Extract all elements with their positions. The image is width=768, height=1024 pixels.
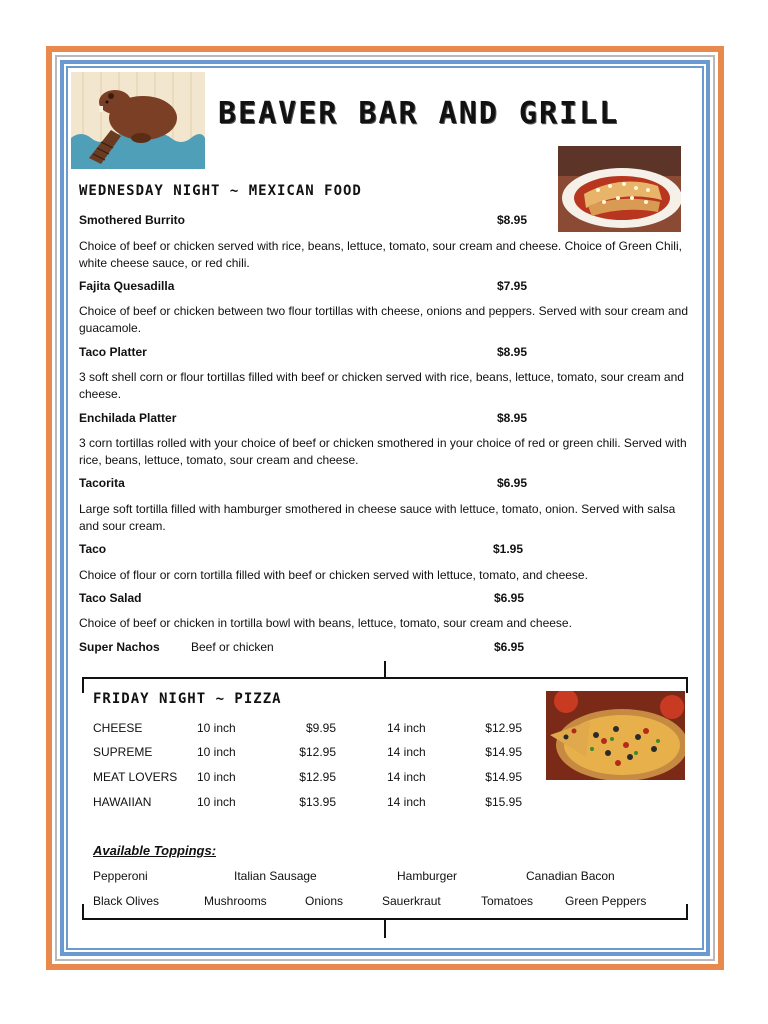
topping-item: Pepperoni: [93, 869, 148, 883]
wednesday-heading: WEDNESDAY NIGHT ~ MEXICAN FOOD: [79, 183, 362, 199]
bracket-tick-bottom: [384, 920, 386, 938]
item-description: 3 corn tortillas rolled with your choice of beef or chicken smothered in your choice of red or green chili. Served with rice, beans, lettuce, tomato, sour cream and cheese.: [79, 436, 687, 467]
item-price: $8.95: [497, 213, 528, 227]
pizza-price: $12.95: [485, 721, 522, 735]
pizza-photo: [546, 691, 685, 780]
bracket-tick-top: [384, 661, 386, 677]
topping-item: Tomatoes: [481, 894, 534, 908]
pizza-price: $12.95: [299, 770, 336, 784]
pizza-name: SUPREME: [93, 745, 153, 759]
pizza-price: $15.95: [485, 795, 522, 809]
item-price: $6.95: [497, 476, 528, 490]
toppings-title: Available Toppings:: [93, 843, 217, 858]
topping-item: Onions: [305, 894, 344, 908]
restaurant-title: BEAVER BAR AND GRILL: [218, 96, 620, 131]
topping-item: Italian Sausage: [234, 869, 317, 883]
pizza-size: 10 inch: [197, 795, 236, 809]
item-price: $1.95: [493, 542, 524, 556]
pizza-price: $14.95: [485, 770, 522, 784]
item-price: $6.95: [494, 640, 525, 654]
pizza-price: $9.95: [305, 721, 336, 735]
pizza-name: HAWAIIAN: [93, 795, 152, 809]
pizza-size: 10 inch: [197, 745, 236, 759]
item-description: Choice of beef or chicken between two flour tortillas with cheese, onions and peppers. Served with sour cream and guacamole.: [79, 304, 688, 335]
pizza-size: 14 inch: [387, 721, 426, 735]
item-name: Taco Salad: [79, 591, 142, 605]
pizza-size: 14 inch: [387, 795, 426, 809]
item-price: $8.95: [497, 345, 528, 359]
item-name: Fajita Quesadilla: [79, 279, 175, 293]
friday-heading: FRIDAY NIGHT ~ PIZZA: [93, 691, 282, 707]
item-price: $6.95: [494, 591, 525, 605]
item-name: Enchilada Platter: [79, 411, 177, 425]
beaver-logo-image: [71, 72, 205, 169]
topping-item: Mushrooms: [204, 894, 267, 908]
item-description: Large soft tortilla filled with hamburger smothered in cheese sauce with lettuce, tomato, onion. Served with salsa and sour cream.: [79, 502, 676, 533]
item-name: Taco: [79, 542, 107, 556]
item-name: Super Nachos: [79, 640, 160, 654]
topping-item: Sauerkraut: [382, 894, 441, 908]
item-subtitle: Beef or chicken: [191, 640, 274, 654]
item-name: Taco Platter: [79, 345, 147, 359]
topping-item: Green Peppers: [565, 894, 647, 908]
item-price: $7.95: [497, 279, 528, 293]
topping-item: Canadian Bacon: [526, 869, 615, 883]
item-description: Choice of flour or corn tortilla filled with beef or chicken served with lettuce, tomato, and cheese.: [79, 568, 588, 582]
pizza-price: $12.95: [299, 745, 336, 759]
pizza-size: 10 inch: [197, 721, 236, 735]
enchilada-photo: [558, 146, 681, 232]
item-description: Choice of beef or chicken served with rice, beans, lettuce, tomato, sour cream and cheese. Choice of Green Chili, white cheese sauce, or red chili.: [79, 239, 682, 270]
item-price: $8.95: [497, 411, 528, 425]
pizza-size: 14 inch: [387, 745, 426, 759]
item-name: Smothered Burrito: [79, 213, 186, 227]
pizza-name: MEAT LOVERS: [93, 770, 178, 784]
pizza-name: CHEESE: [93, 721, 143, 735]
item-description: 3 soft shell corn or flour tortillas filled with beef or chicken served with rice, beans, lettuce, tomato, sour cream and cheese.: [79, 370, 684, 401]
pizza-price: $13.95: [299, 795, 336, 809]
pizza-size: 10 inch: [197, 770, 236, 784]
pizza-price: $14.95: [485, 745, 522, 759]
topping-item: Hamburger: [397, 869, 458, 883]
item-description: Choice of beef or chicken in tortilla bowl with beans, lettuce, tomato, sour cream and cheese.: [79, 616, 572, 630]
topping-item: Black Olives: [93, 894, 160, 908]
item-name: Tacorita: [79, 476, 125, 490]
pizza-size: 14 inch: [387, 770, 426, 784]
